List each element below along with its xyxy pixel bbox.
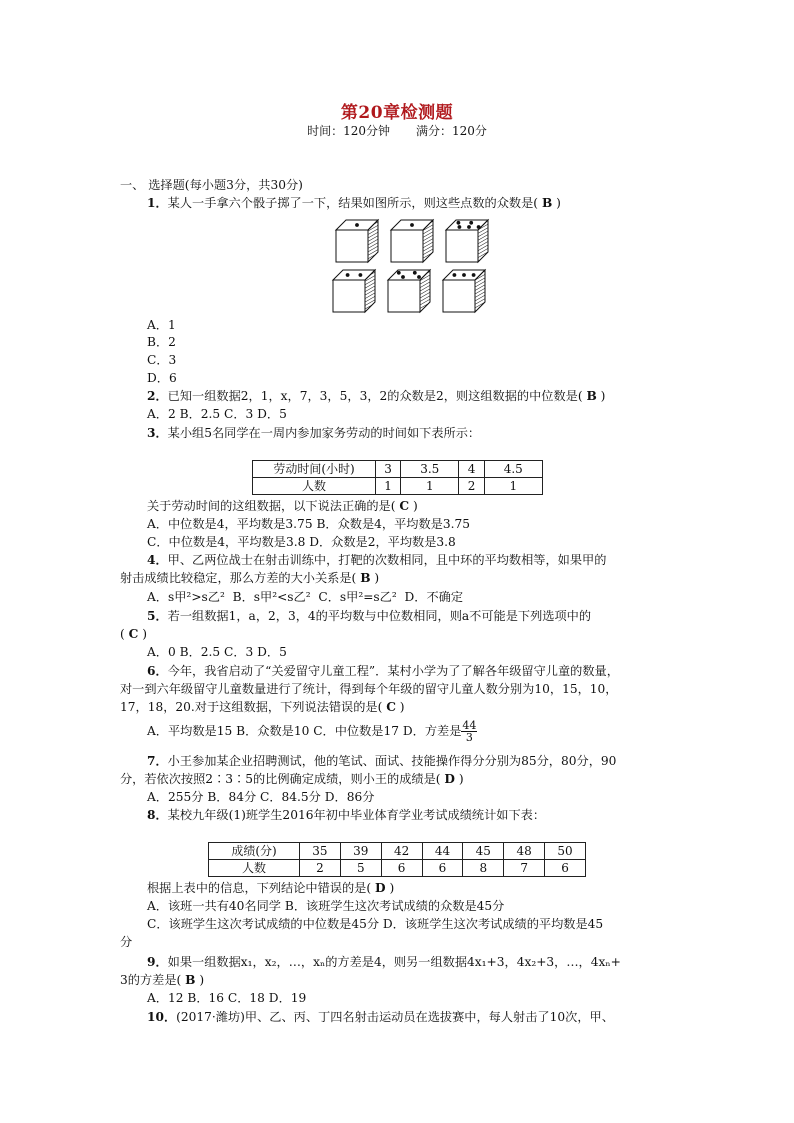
question-number: 2．	[147, 389, 168, 403]
table-cell: 人数	[209, 860, 300, 877]
question-10	[147, 1008, 614, 1026]
question-text: 小王参加某企业招聘测试，他的笔试、面试、技能操作得分分别为85分，80分，90	[167, 754, 617, 768]
question-4	[147, 551, 606, 569]
die-pip	[397, 271, 401, 275]
paren: )	[142, 627, 147, 641]
die-front-face	[336, 230, 368, 262]
question-number: 3．	[147, 426, 168, 440]
stem-text: 关于劳动时间的这组数据，以下说法正确的是(	[147, 499, 396, 513]
question-9-cont	[120, 971, 204, 989]
table-cell: 35	[300, 843, 341, 860]
answer: C	[128, 627, 139, 641]
table-cell: 3.5	[401, 461, 459, 478]
question-7	[147, 752, 616, 770]
table-cell: 2	[300, 860, 341, 877]
question-number: 5．	[147, 609, 168, 623]
question-text: 某人一手拿六个骰子掷了一下，结果如图所示，则这些点数的众数是(	[167, 196, 539, 210]
question-text: 今年，我省启动了“关爱留守儿童工程”．某村小学为了了解各年级留守儿童的数量，	[167, 664, 619, 678]
question-number: 6．	[147, 664, 168, 678]
die-6	[443, 270, 485, 312]
die-pip	[410, 223, 414, 227]
die-pip	[417, 275, 421, 279]
question-text: 某小组5名同学在一周内参加家务劳动的时间如下表所示：	[167, 426, 481, 440]
die-pip	[453, 273, 457, 277]
question-text: 某校九年级(1)班学生2016年初中毕业体育学业考试成绩统计如下表：	[167, 808, 546, 822]
question-6-line3	[120, 698, 405, 716]
answer: B	[586, 389, 597, 403]
die-front-face	[443, 280, 475, 312]
question-text: 17，18，20.对于这组数据，下列说法错误的是(	[120, 700, 383, 714]
option-a: A．1	[147, 318, 176, 332]
table-cell: 39	[340, 843, 381, 860]
option-d: D．不确定	[404, 590, 464, 604]
options: A．0 B．2.5 C．3 D．5	[147, 645, 287, 659]
answer: C	[399, 499, 410, 513]
question-number: 8．	[147, 808, 168, 822]
fraction-numerator: 44	[462, 719, 477, 732]
question-number: 10．	[147, 1010, 177, 1024]
paren: )	[556, 196, 561, 210]
options-ab: A．该班一共有40名同学 B．该班学生这次考试成绩的众数是45分	[147, 899, 505, 913]
option-c: C．3	[147, 353, 177, 367]
question-text: 若一组数据1，a，2，3，4的平均数与中位数相同，则a不可能是下列选项中的	[167, 609, 592, 623]
die-pip	[359, 273, 363, 277]
table-cell: 44	[422, 843, 463, 860]
table-cell: 成绩(分)	[209, 843, 300, 860]
question-2	[147, 387, 605, 405]
table-row	[209, 860, 586, 877]
die-pip	[472, 273, 476, 277]
fraction	[461, 720, 477, 743]
table-cell: 4.5	[484, 461, 542, 478]
paren: (	[120, 627, 125, 641]
question-text: 已知一组数据2，1，x，7，3，5，3，2的众数是2，则这组数据的中位数是(	[167, 389, 583, 403]
die-pip	[462, 273, 466, 277]
options-text: A．平均数是15 B．众数是10 C．中位数是17 D．方差是	[147, 724, 462, 738]
answer: C	[386, 700, 396, 714]
paren: )	[374, 571, 380, 585]
question-stem	[147, 879, 394, 897]
table-cell: 1	[376, 478, 401, 495]
question-8	[147, 806, 545, 824]
paren: )	[600, 389, 606, 403]
question-stem	[147, 497, 418, 515]
question-number: 4．	[147, 553, 168, 567]
table-cell: 3	[376, 461, 401, 478]
question-text: (2017·潍坊)甲、乙、丙、丁四名射击运动员在选拔赛中，每人射击了10次，甲、	[176, 1010, 614, 1024]
die-front-face	[446, 230, 478, 262]
question-5-cont	[120, 625, 147, 643]
table-cell: 8	[463, 860, 504, 877]
die-pip	[469, 221, 473, 225]
stem-text: 根据上表中的信息，下列结论中错误的是(	[147, 881, 372, 895]
table-cell: 42	[381, 843, 422, 860]
die-3	[446, 220, 488, 262]
question-text: 3的方差是(	[120, 973, 182, 987]
exam-info	[0, 122, 794, 139]
options: A．2 B．2.5 C．3 D．5	[147, 407, 287, 421]
table-row	[209, 843, 586, 860]
die-pip	[457, 221, 461, 225]
table-cell: 人数	[253, 478, 376, 495]
die-pip	[401, 275, 405, 279]
option-b: B．s甲²<s乙²	[232, 590, 311, 604]
die-front-face	[388, 280, 420, 312]
section-heading: 一、 选择题(每小题3分，共30分)	[120, 178, 303, 192]
options	[147, 588, 463, 606]
die-pip	[458, 225, 462, 229]
die-pip	[413, 271, 417, 275]
die-pip	[477, 225, 481, 229]
answer: B	[360, 571, 371, 585]
table-row	[253, 461, 543, 478]
options: A．255分 B．84分 C．84.5分 D．86分	[147, 790, 375, 804]
exam-full-score: 满分：120分	[416, 124, 487, 138]
die-2	[391, 220, 433, 262]
option-d: D．6	[147, 371, 177, 385]
die-pip	[346, 273, 350, 277]
answer: D	[444, 772, 455, 786]
options-cd-cont: 分	[120, 935, 133, 949]
question-6	[147, 662, 619, 680]
question-5	[147, 607, 591, 625]
option-a: A．s甲²>s乙²	[147, 590, 225, 604]
table-cell: 50	[545, 843, 586, 860]
question-text: 如果一组数据x₁，x₂，…，xₙ的方差是4，则另一组数据4x₁+3，4x₂+3，…，4xₙ+	[167, 955, 621, 969]
question-3	[147, 424, 480, 442]
paren: )	[458, 772, 464, 786]
die-pip	[355, 223, 359, 227]
die-4	[333, 270, 375, 312]
table-cell: 45	[463, 843, 504, 860]
score-table	[208, 842, 586, 877]
options	[147, 720, 477, 743]
table-cell: 1	[401, 478, 459, 495]
question-4-cont	[120, 569, 379, 587]
table-cell: 6	[381, 860, 422, 877]
answer: B	[185, 973, 196, 987]
die-pip	[467, 225, 471, 229]
die-1	[336, 220, 378, 262]
question-number: 7．	[147, 754, 168, 768]
options: A．12 B．16 C．18 D．19	[147, 991, 307, 1005]
table-cell: 4	[459, 461, 484, 478]
table-cell: 1	[484, 478, 542, 495]
page-title: 第20章检测题	[340, 103, 454, 123]
exam-time: 时间：120分钟	[307, 124, 390, 138]
paren: )	[199, 973, 205, 987]
options-cd: C．中位数是4，平均数是3.8 D．众数是2，平均数是3.8	[147, 535, 456, 549]
question-7-cont	[120, 770, 464, 788]
question-text: 射击成绩比较稳定，那么方差的大小关系是(	[120, 571, 357, 585]
paren: )	[399, 700, 405, 714]
options-cd: C．该班学生这次考试成绩的中位数是45分 D．该班学生这次考试成绩的平均数是45	[147, 917, 604, 931]
table-cell: 劳动时间(小时)	[253, 461, 376, 478]
fraction-denominator: 3	[465, 731, 473, 744]
die-front-face	[333, 280, 365, 312]
answer: B	[541, 196, 553, 210]
question-6-line2: 对一到六年级留守儿童数量进行了统计，得到每个年级的留守儿童人数分别为10，15，10，	[120, 682, 618, 696]
option-c: C．s甲²=s乙²	[318, 590, 397, 604]
answer: D	[375, 881, 386, 895]
table-cell: 2	[459, 478, 484, 495]
labor-time-table	[252, 460, 543, 495]
table-row	[253, 478, 543, 495]
die-5	[388, 270, 430, 312]
option-b: B．2	[147, 335, 176, 349]
question-9	[147, 953, 621, 971]
table-cell: 6	[422, 860, 463, 877]
table-cell: 6	[545, 860, 586, 877]
table-cell: 48	[504, 843, 545, 860]
options-ab: A．中位数是4，平均数是3.75 B．众数是4，平均数是3.75	[147, 517, 470, 531]
question-number: 9．	[147, 955, 168, 969]
die-front-face	[391, 230, 423, 262]
dice-figure	[326, 210, 496, 320]
paren: )	[412, 499, 418, 513]
question-text: 分，若依次按照2∶3∶5的比例确定成绩，则小王的成绩是(	[120, 772, 441, 786]
paren: )	[389, 881, 395, 895]
question-text: 甲、乙两位战士在射击训练中，打靶的次数相同，且中环的平均数相等，如果甲的	[167, 553, 607, 567]
table-cell: 5	[340, 860, 381, 877]
table-cell: 7	[504, 860, 545, 877]
question-number: 1．	[147, 196, 168, 210]
